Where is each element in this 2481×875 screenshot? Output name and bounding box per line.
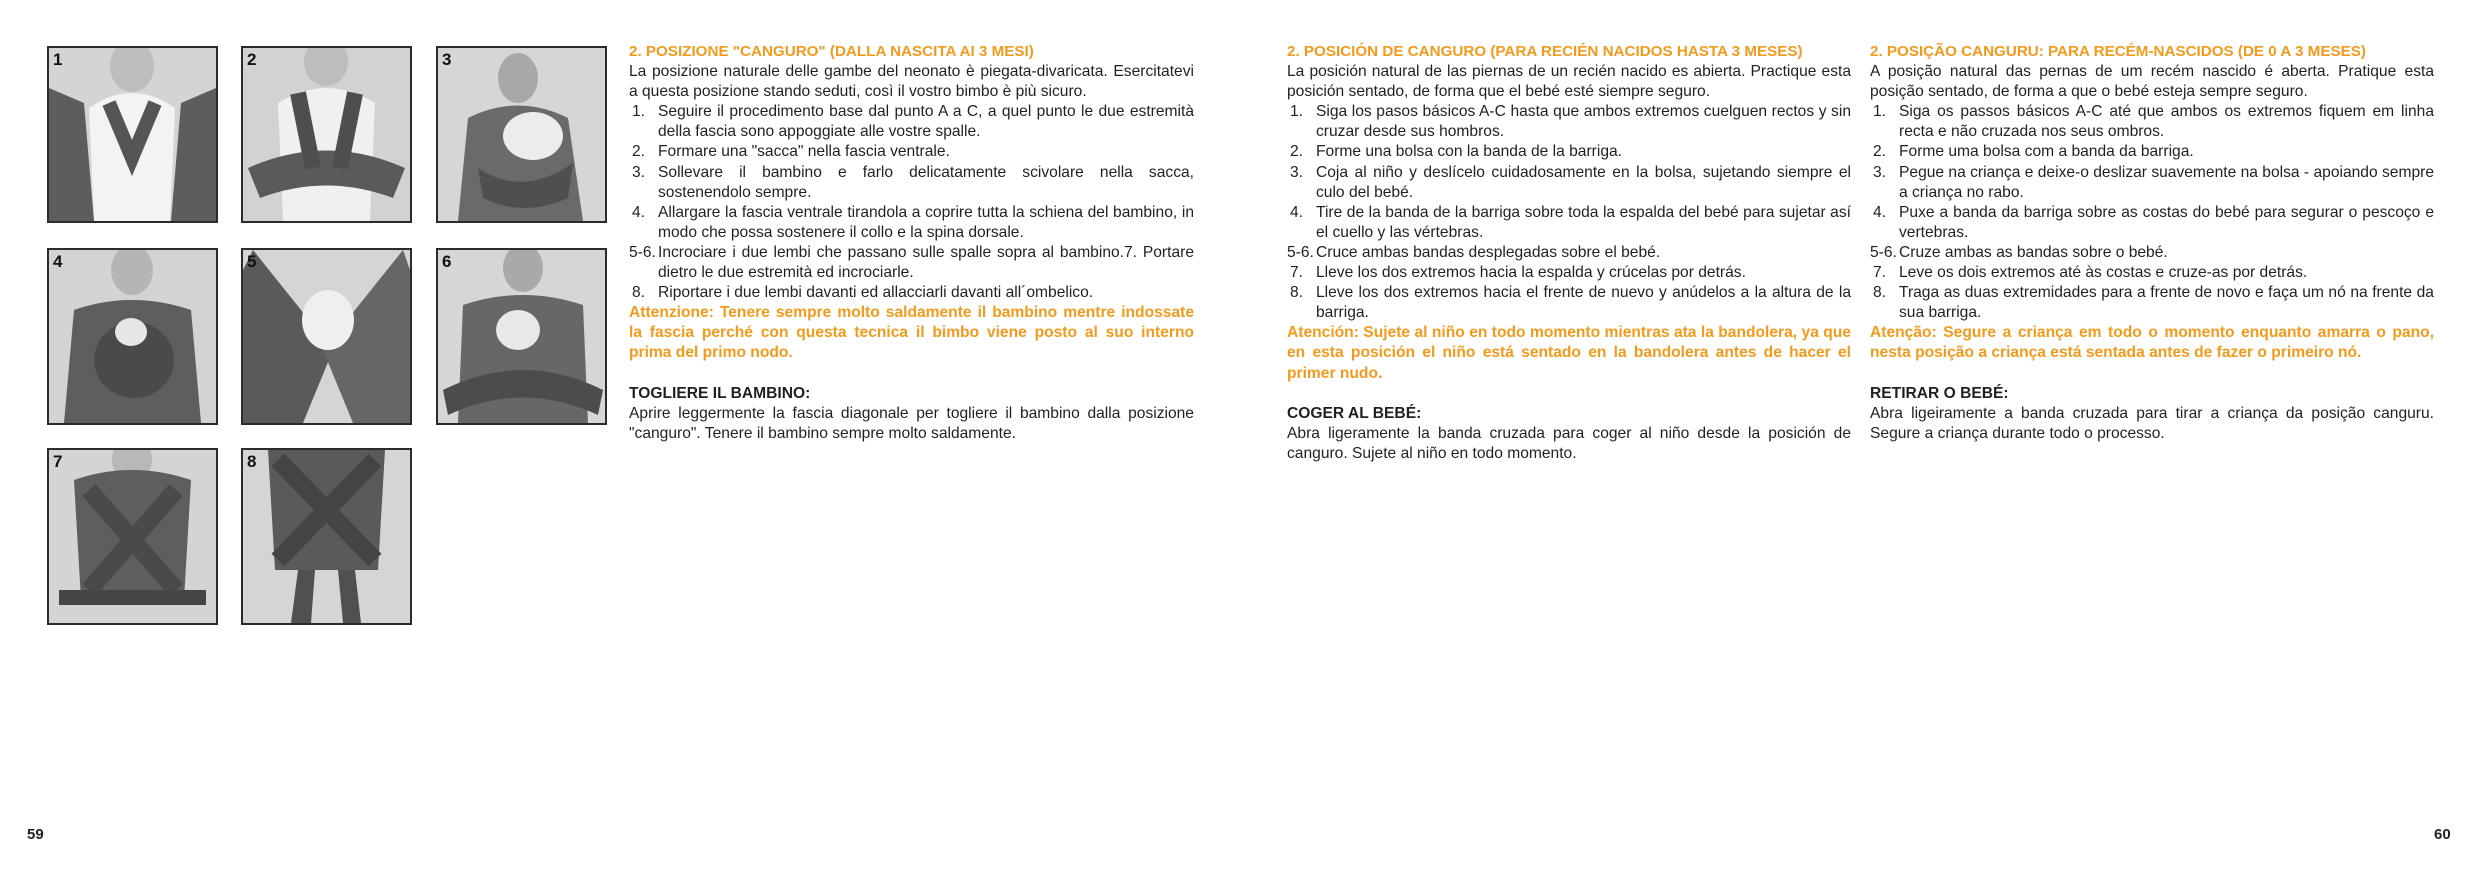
intro-text: La posizione naturale delle gambe del neonato è piegata-divaricata. Esercitatevi a questa posizione stando seduti, così il vostro bimbo è più sicuro.	[629, 63, 1194, 101]
photo-illustration	[49, 48, 216, 221]
list-item	[629, 243, 1194, 283]
step-number: 5-6.	[1287, 243, 1314, 261]
list-item	[1870, 243, 2434, 263]
step-number: 1.	[1290, 103, 1304, 121]
list-item	[1870, 283, 2434, 323]
step-number: 5-6.	[629, 243, 656, 261]
remove-text: Abra ligeramente la banda cruzada para coger al niño desde la posición de canguro. Sujete al niño en todo momento.	[1287, 424, 1851, 462]
section-title: 2. POSIZIONE "CANGURO" (DALLA NASCITA AI 3 MESI)	[629, 43, 1034, 60]
step-number: 8.	[1290, 284, 1304, 302]
photo-step-5	[241, 248, 412, 425]
list-item	[629, 142, 1194, 162]
section-title: 2. POSICIÓN DE CANGURO (PARA RECIÉN NACIDOS HASTA 3 MESES)	[1287, 43, 1803, 60]
warning-text: Atenção: Segure a criança em todo o momento enquanto amarra o pano, nesta posição a criança está sentada antes de fazer o primeiro nó.	[1870, 324, 2434, 362]
step-text: Incrociare i due lembi che passano sulle spalle sopra al bambino.7. Portare dietro le due estremità ed incrociarle.	[658, 243, 1194, 282]
list-item	[1287, 142, 1851, 162]
step-text: Lleve los dos extremos hacia el frente de nuevo y anúdelos a la altura de la barriga.	[1316, 284, 1851, 322]
step-text: Riportare i due lembi davanti ed allacciarli davanti all´ombelico.	[658, 284, 1094, 302]
step-text: Tire de la banda de la barriga sobre toda la espalda del bebé para sujetar así el cuello y las vértebras.	[1316, 203, 1851, 241]
step-number: 1.	[632, 103, 646, 121]
remove-heading: TOGLIERE IL BAMBINO:	[629, 384, 811, 402]
step-number: 2.	[1290, 143, 1304, 161]
step-number: 7.	[1290, 264, 1304, 282]
step-number: 5-6.	[1870, 243, 1897, 261]
photo-step-8	[241, 448, 412, 625]
list-item	[1870, 102, 2434, 142]
step-number: 3.	[1290, 163, 1304, 181]
photo-illustration	[49, 450, 216, 623]
step-number: 2.	[632, 143, 646, 161]
photo-number: 7	[53, 452, 63, 471]
step-text: Forme una bolsa con la banda de la barriga.	[1316, 143, 1623, 161]
step-text: Seguire il procedimento base dal punto A a C, a quel punto le due estremità della fascia sono appoggiate alle vostre spalle.	[658, 103, 1194, 141]
photo-illustration	[438, 250, 605, 423]
list-item	[1287, 203, 1851, 243]
step-text: Traga as duas extremidades para a frente de novo e faça um nó na frente da sua barriga.	[1899, 284, 2434, 322]
page-number-right: 60	[2434, 826, 2451, 843]
photo-illustration	[243, 48, 410, 221]
step-number: 4.	[1290, 203, 1304, 221]
photo-step-2	[241, 46, 412, 223]
list-item	[1870, 142, 2434, 162]
step-number: 4.	[632, 203, 646, 221]
step-number: 8.	[632, 284, 646, 302]
portuguese-instructions	[1870, 42, 2434, 444]
photo-number: 8	[247, 452, 257, 471]
photo-number: 2	[247, 50, 257, 69]
photo-step-3	[436, 46, 607, 223]
photo-illustration	[243, 250, 410, 423]
step-text: Puxe a banda da barriga sobre as costas do bebé para segurar o pescoço e vertebras.	[1899, 203, 2434, 241]
step-text: Lleve los dos extremos hacia la espalda y crúcelas por detrás.	[1316, 264, 1746, 282]
list-item	[1870, 263, 2434, 283]
list-item	[1287, 283, 1851, 323]
step-number: 4.	[1873, 203, 1887, 221]
italian-instructions	[629, 42, 1194, 444]
list-item	[629, 283, 1194, 303]
remove-text: Aprire leggermente la fascia diagonale per togliere il bambino dalla posizione "canguro". Tenere il bambino sempre molto saldamente.	[629, 404, 1194, 442]
warning-text: Attenzione: Tenere sempre molto saldamente il bambino mentre indossate la fascia perché con questa tecnica il bimbo viene posto al suo interno prima del primo nodo.	[629, 304, 1194, 362]
list-item	[1287, 263, 1851, 283]
warning-text: Atención: Sujete al niño en todo momento mientras ata la bandolera, ya que en esta posición el niño está sentado en la bandolera antes de hacer el primer nudo.	[1287, 324, 1851, 382]
step-text: Formare una "sacca" nella fascia ventrale.	[658, 143, 950, 161]
list-item	[1287, 102, 1851, 142]
photo-illustration	[49, 250, 216, 423]
step-text: Cruze ambas as bandas sobre o bebé.	[1899, 243, 2168, 261]
step-number: 1.	[1873, 103, 1887, 121]
step-text: Leve os dois extremos até às costas e cruze-as por detrás.	[1899, 264, 2308, 282]
photo-number: 5	[247, 252, 257, 271]
photo-number: 6	[442, 252, 452, 271]
remove-text: Abra ligeiramente a banda cruzada para tirar a criança da posição canguru. Segure a criança durante todo o processo.	[1870, 404, 2434, 442]
photo-illustration	[438, 48, 605, 221]
steps-list	[1870, 102, 2434, 323]
spanish-instructions	[1287, 42, 1851, 464]
list-item	[629, 102, 1194, 142]
step-text: Allargare la fascia ventrale tirandola a coprire tutta la schiena del bambino, in modo che possa sostenere il collo e la spina dorsale.	[658, 203, 1194, 241]
photo-illustration	[243, 450, 410, 623]
steps-list	[1287, 102, 1851, 323]
step-text: Sollevare il bambino e farlo delicatamente scivolare nella sacca, sostenendolo sempre.	[658, 163, 1194, 201]
list-item	[1287, 243, 1851, 263]
photo-number: 3	[442, 50, 452, 69]
photo-step-7	[47, 448, 218, 625]
photo-step-1	[47, 46, 218, 223]
intro-text: A posição natural das pernas de um recém nascido é aberta. Pratique esta posição sentado, de forma a que o bebé esteja sempre seguro.	[1870, 63, 2434, 101]
list-item	[1870, 163, 2434, 203]
section-title: 2. POSIÇÃO CANGURU: PARA RECÉM-NASCIDOS (DE 0 A 3 MESES)	[1870, 43, 2366, 60]
remove-heading: COGER AL BEBÉ:	[1287, 404, 1422, 422]
list-item	[629, 203, 1194, 243]
step-number: 3.	[1873, 163, 1887, 181]
remove-heading: RETIRAR O BEBÉ:	[1870, 384, 2009, 402]
list-item	[1287, 163, 1851, 203]
list-item	[629, 163, 1194, 203]
step-text: Forme uma bolsa com a banda da barriga.	[1899, 143, 2194, 161]
step-number: 7.	[1873, 264, 1887, 282]
step-text: Siga los pasos básicos A-C hasta que ambos extremos cuelguen rectos y sin cruzar desde sus hombros.	[1316, 103, 1851, 141]
steps-list	[629, 102, 1194, 303]
step-text: Cruce ambas bandas desplegadas sobre el bebé.	[1316, 243, 1661, 261]
photo-step-6	[436, 248, 607, 425]
step-number: 2.	[1873, 143, 1887, 161]
step-text: Siga os passos básicos A-C até que ambos os extremos fiquem em linha recta e não cruzada nos seus ombros.	[1899, 103, 2434, 141]
photo-step-4	[47, 248, 218, 425]
photo-number: 4	[53, 252, 63, 271]
page-number-left: 59	[27, 826, 44, 843]
list-item	[1870, 203, 2434, 243]
intro-text: La posición natural de las piernas de un recién nacido es abierta. Practique esta posición sentado, de forma que el bebé esté siempre seguro.	[1287, 63, 1851, 101]
step-number: 3.	[632, 163, 646, 181]
photo-number: 1	[53, 50, 63, 69]
step-number: 8.	[1873, 284, 1887, 302]
step-text: Coja al niño y deslícelo cuidadosamente en la bolsa, sujetando siempre el culo del bebé.	[1316, 163, 1851, 201]
step-text: Pegue na criança e deixe-o deslizar suavemente na bolsa - apoiando sempre a criança no rabo.	[1899, 163, 2434, 201]
